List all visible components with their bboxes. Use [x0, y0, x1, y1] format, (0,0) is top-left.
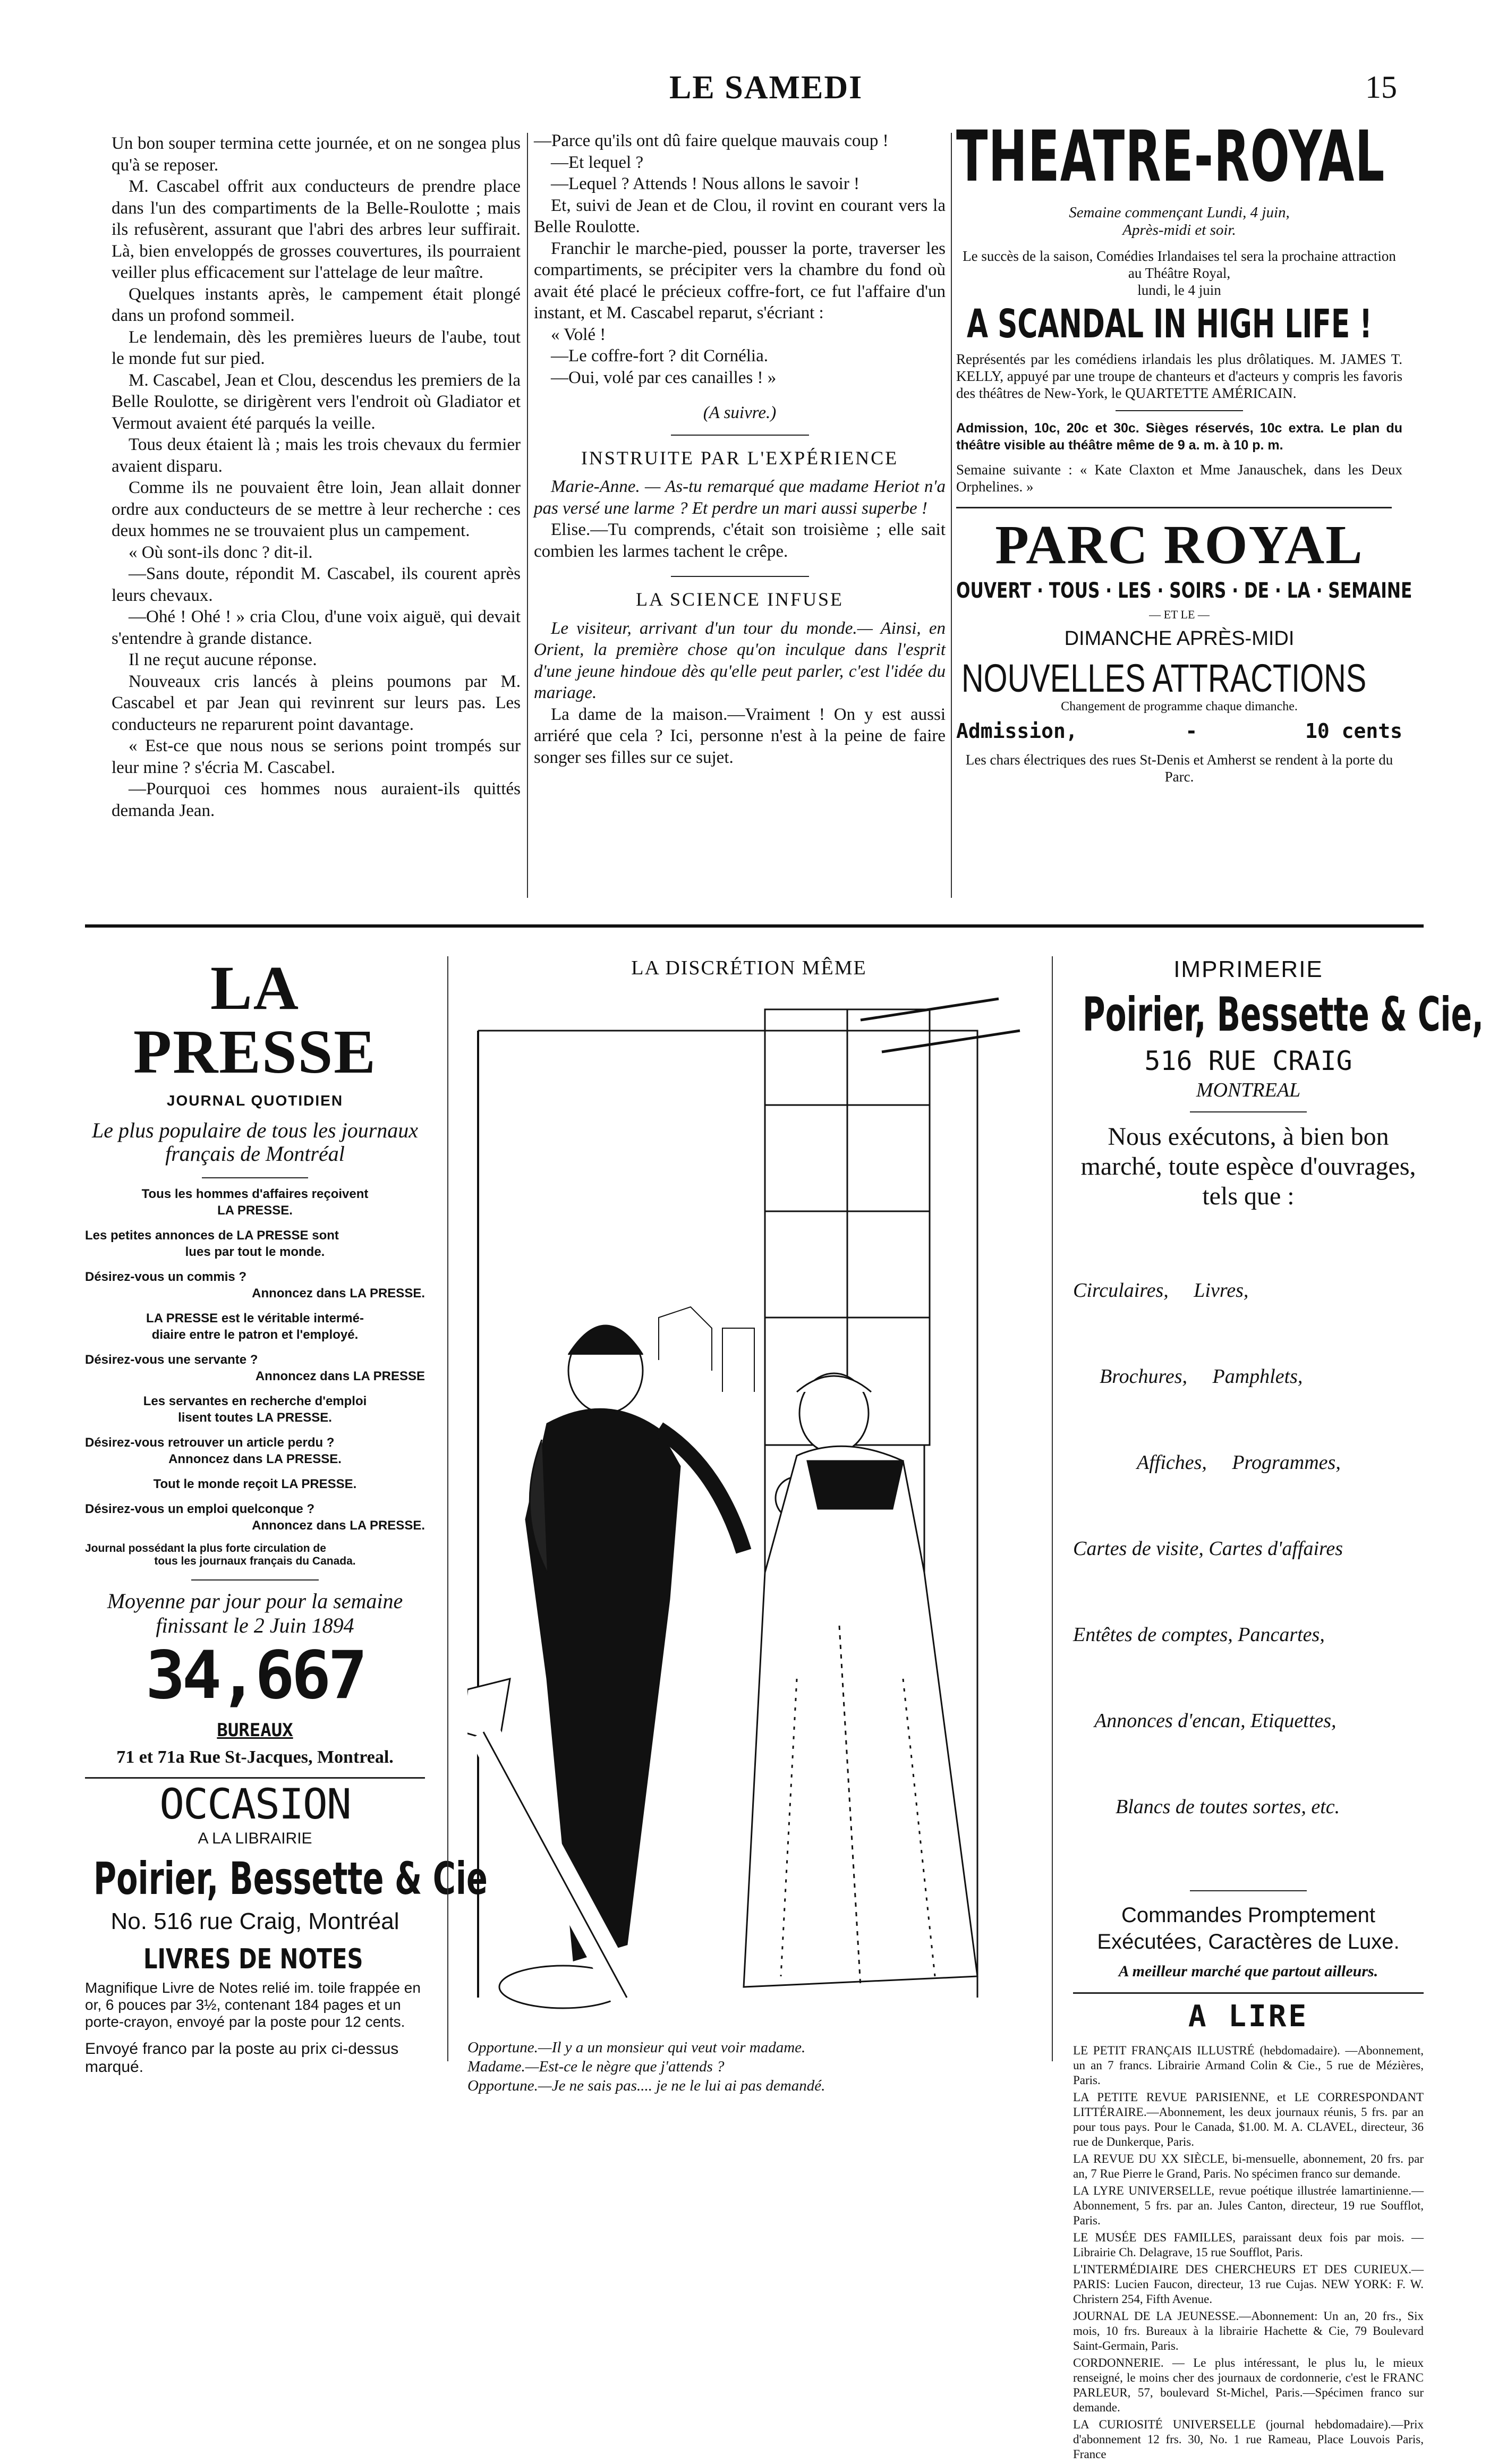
- story-paragraph: —Lequel ? Attends ! Nous allons le savoir !: [551, 174, 860, 193]
- presse-line-b: Annoncez dans LA PRESSE: [255, 1369, 425, 1383]
- presse-line-b: Annoncez dans LA PRESSE.: [252, 1518, 425, 1533]
- illustration: [467, 988, 1025, 2040]
- imprimerie-items: [1073, 1219, 1424, 1879]
- parc-open-hours: OUVERT · TOUS · LES · SOIRS · DE · LA · SEMAINE: [956, 579, 1412, 603]
- imprimerie-slogan: A meilleur marché que partout ailleurs.: [1118, 1962, 1378, 1980]
- joke-paragraph: Elise.—Tu comprends, c'était son troisième ; elle sait combien les larmes tachent le crêpe.: [534, 520, 946, 561]
- story-paragraph: —Et lequel ?: [551, 152, 644, 172]
- story-paragraph: —Parce qu'ils ont dû faire quelque mauvais coup !: [534, 131, 889, 150]
- story-paragraph: —Oui, volé par ces canailles ! »: [551, 368, 777, 387]
- story-paragraph: « Volé !: [551, 325, 606, 344]
- presse-line-a: LA PRESSE est le véritable intermé-: [146, 1311, 364, 1326]
- section-rule: [191, 1579, 319, 1581]
- illustration-title: LA DISCRÉTION MÊME: [631, 957, 867, 979]
- parc-admission-row: [956, 719, 1402, 743]
- story-paragraph: Un bon souper termina cette journée, et on ne songea plus qu'à se reposer.: [112, 134, 521, 175]
- story-column-1: [112, 133, 521, 821]
- presse-line-b: diaire entre le patron et l'employé.: [151, 1328, 359, 1342]
- story-paragraph: « Est-ce que nous nous se serions point trompés sur leur mine ? s'écria M. Cascabel.: [112, 736, 521, 777]
- story-paragraph: Tous deux étaient là ; mais les trois chevaux du fermier avaient disparu.: [112, 435, 521, 476]
- section-rule: [1190, 1890, 1307, 1891]
- alire-entry: LA LYRE UNIVERSELLE, revue poétique illustrée lamartinienne.—Abonnement, 5 frs. par an. Jules Canton, directeur, 19 rue Soufflot, Paris.: [1073, 2184, 1424, 2227]
- occasion-shipping: Envoyé franco par la poste au prix ci-dessus marqué.: [85, 2040, 399, 2076]
- imprimerie-item: Entêtes de comptes, Pancartes,: [1073, 1624, 1325, 1646]
- theatre-week-times: Après-midi et soir.: [1122, 222, 1236, 239]
- presse-offices-label: BUREAUX: [217, 1720, 293, 1741]
- presse-line-a: Les petites annonces de LA PRESSE sont: [85, 1228, 339, 1243]
- presse-line: [85, 1434, 425, 1467]
- parc-program-change: Changement de programme chaque dimanche.: [1061, 700, 1298, 713]
- parc-and-the: — ET LE —: [1149, 608, 1210, 621]
- theatre-week: Semaine commençant Lundi, 4 juin,: [1069, 204, 1290, 221]
- imprimerie-title: IMPRIMERIE: [1173, 956, 1323, 982]
- presse-line: [85, 1476, 425, 1492]
- presse-line: [85, 1393, 425, 1426]
- story-paragraph: Et, suivi de Jean et de Clou, il rovint en courant vers la Belle Roulotte.: [534, 196, 946, 236]
- presse-line-b: tous les journaux français du Canada.: [154, 1555, 356, 1567]
- alire-entry: LE MUSÉE DES FAMILLES, paraissant deux fois par mois. — Librairie Ch. Delagrave, 15 rue Soufflot, Paris.: [1073, 2231, 1424, 2259]
- occasion-description: Magnifique Livre de Notes relié im. toile frappée en or, 6 pouces par 3½, contenant 184 pages et un porte-crayon, envoyé par la poste pour 12 cents.: [85, 1979, 421, 2030]
- story-paragraph: Franchir le marche-pied, pousser la porte, traverser les compartiments, se précipiter vers la chambre du fond où avait été placé le précieux coffre-fort, ce fut l'affaire d'un instant, et M. Cascabel reparut, s'écriant :: [534, 239, 946, 322]
- imprimerie-item: Cartes de visite, Cartes d'affaires: [1073, 1537, 1343, 1560]
- presse-line-a: Journal possédant la plus forte circulation de: [85, 1542, 326, 1554]
- theatre-ad: [956, 116, 1412, 785]
- column-divider: [527, 133, 528, 898]
- parc-title: PARC ROYAL: [995, 514, 1364, 575]
- imprimerie-item: Blancs de toutes sortes, etc.: [1116, 1796, 1340, 1818]
- imprimerie-firm: Poirier, Bessette & Cie,: [1083, 987, 1484, 1042]
- presse-line-a: Désirez-vous un emploi quelconque ?: [85, 1502, 315, 1516]
- alire-list: [1073, 2043, 1424, 2462]
- imprimerie-street: 516 RUE CRAIG: [1144, 1046, 1352, 1076]
- presse-line-a: Désirez-vous retrouver un article perdu ?: [85, 1435, 335, 1450]
- alire-entry: LA PETITE REVUE PARISIENNE, et LE CORRESPONDANT LITTÉRAIRE.—Abonnement, les deux journaux réunis, 5 frs. par an pour tous pays. Pour le Canada, $1.00. M. A. CLAVEL, directeur, 36 rue de Dunkerque, Paris.: [1073, 2091, 1424, 2148]
- section-rule: [671, 435, 809, 436]
- story-paragraph: —Sans doute, répondit M. Cascabel, ils courent après leurs chevaux.: [112, 564, 521, 605]
- theatre-admission: Admission, 10c, 20c et 30c. Sièges réservés, 10c extra. Le plan du théâtre visible au théâtre même de 9 a. m. à 10 p. m.: [956, 421, 1402, 453]
- story-paragraph: Quelques instants après, le campement était plongé dans un profond sommeil.: [112, 284, 521, 325]
- parc-tram-note: Les chars électriques des rues St-Denis et Amherst se rendent à la porte du Parc.: [965, 752, 1393, 785]
- story-paragraph: Nouveaux cris lancés à pleins poumons par M. Cascabel et par Jean qui revinrent sur leurs pas. Les conducteurs ne reparurent point davantage.: [112, 672, 521, 734]
- imprimerie-ad: [1073, 956, 1484, 2464]
- joke-title: INSTRUITE PAR L'EXPÉRIENCE: [581, 447, 899, 469]
- story-paragraph: Il ne reçut aucune réponse.: [129, 650, 317, 669]
- joke-title: LA SCIENCE INFUSE: [635, 589, 844, 610]
- imprimerie-blurb: Nous exécutons, à bien bon marché, toute espèce d'ouvrages, tels que :: [1080, 1123, 1416, 1210]
- joke-paragraph: La dame de la maison.—Vraiment ! On y est aussi arriéré que cela ? Ici, personne n'est à la peine de faire songer ses filles sur ce sujet.: [534, 704, 946, 767]
- imprimerie-city: MONTREAL: [1196, 1079, 1301, 1101]
- alire-entry: LE PETIT FRANÇAIS ILLUSTRÉ (hebdomadaire). —Abonnement, un an 7 francs. Librairie Armand Colin & Cie., 5 rue de Mézières, Paris.: [1073, 2044, 1424, 2087]
- presse-lines: [85, 1186, 425, 1568]
- theatre-date: lundi, le 4 juin: [1137, 282, 1221, 298]
- presse-line-a: Désirez-vous une servante ?: [85, 1353, 258, 1367]
- presse-line: [85, 1186, 425, 1219]
- story-paragraph: —Le coffre-fort ? dit Cornélia.: [551, 346, 768, 366]
- section-rule: [1116, 410, 1243, 411]
- presse-line-b: Annoncez dans LA PRESSE.: [168, 1452, 342, 1466]
- occasion-notebooks: LIVRES DE NOTES: [143, 1943, 363, 1975]
- illustration-caption: [467, 2038, 1031, 2095]
- imprimerie-item: Annonces d'encan, Etiquettes,: [1094, 1710, 1337, 1732]
- joke-paragraph: Le visiteur, arrivant d'un tour du monde.— Ainsi, en Orient, la première chose qu'on inculque dans l'esprit d'une jeune hindoue dès qu'elle peut parler, c'est l'idée du mariage.: [534, 618, 946, 702]
- presse-line-a: Tous les hommes d'affaires reçoivent: [141, 1187, 369, 1201]
- theatre-intro: Le succès de la saison, Comédies Irlandaises tel sera la prochaine attraction au Théâtre Royal,: [963, 248, 1396, 281]
- to-be-continued: (A suivre.): [703, 403, 777, 422]
- presse-line: [85, 1501, 425, 1534]
- presse-line-b: lisent toutes LA PRESSE.: [178, 1411, 332, 1425]
- parc-admission-label: Admission,: [956, 719, 1078, 743]
- presse-circulation: 34,667: [146, 1637, 364, 1714]
- occasion-subtitle: A LA LIBRAIRIE: [198, 1830, 312, 1847]
- alire-entry: L'INTERMÉDIAIRE DES CHERCHEURS ET DES CURIEUX.—PARIS: Lucien Faucon, directeur, 13 rue Cujas. NEW YORK: F. W. Christern 254, Fifth Avenue.: [1073, 2263, 1424, 2306]
- section-rule: [202, 1177, 308, 1178]
- presse-line: [85, 1352, 425, 1384]
- alire-entry: CORDONNERIE. — Le plus intéressant, le plus lu, le mieux renseigné, le moins cher des journaux de cordonnerie, c'est le FRANC PARLEUR, 57, boulevard St-Michel, Paris.—Spécimen franco sur demande.: [1073, 2356, 1424, 2414]
- column-divider: [447, 956, 448, 2061]
- column-divider: [1052, 956, 1053, 2061]
- presse-line-a: Les servantes en recherche d'emploi: [143, 1394, 367, 1408]
- presse-address: 71 et 71a Rue St-Jacques, Montreal.: [116, 1747, 394, 1767]
- engraving-image: [467, 988, 1025, 2040]
- presse-line: [85, 1310, 425, 1343]
- presse-title: LA PRESSE: [133, 953, 377, 1086]
- alire-entry: LA REVUE DU XX SIÈCLE, bi-mensuelle, abonnement, 20 frs. par an, 7 Rue Pierre le Grand, Paris. No spécimen franco sur demande.: [1073, 2152, 1424, 2180]
- parc-admission-price: 10 cents: [1305, 719, 1402, 743]
- occasion-address: No. 516 rue Craig, Montréal: [110, 1908, 399, 1934]
- section-rule: [1190, 1111, 1307, 1112]
- column-divider: [951, 133, 952, 898]
- section-rule: [85, 1777, 425, 1779]
- story-paragraph: « Où sont-ils donc ? dit-il.: [129, 542, 313, 562]
- la-presse-ad: [85, 953, 488, 2076]
- presse-subtitle: JOURNAL QUOTIDIEN: [166, 1092, 344, 1109]
- alire-title: A LIRE: [1188, 1999, 1309, 2034]
- joke-paragraph: Marie-Anne. — As-tu remarqué que madame Heriot n'a pas versé une larme ? Et perdre un mari aussi superbe !: [534, 477, 946, 518]
- theatre-description: Représentés par les comédiens irlandais les plus drôlatiques. M. JAMES T. KELLY, appuyé par une troupe de chanteurs et d'acteurs y compris les favoris des théâtres de New-York, le QUARTETTE AMÉRICAIN.: [956, 351, 1402, 401]
- occasion-title: OCCASION: [159, 1781, 351, 1829]
- caption-line: Madame.—Est-ce le nègre que j'attends ?: [467, 2058, 725, 2075]
- story-paragraph: —Ohé ! Ohé ! » cria Clou, d'une voix aiguë, qui devait s'entendre à grande distance.: [112, 607, 521, 648]
- imprimerie-item: Affiches, Programmes,: [1137, 1451, 1341, 1474]
- story-paragraph: Comme ils ne pouvaient être loin, Jean allait donner ordre aux conducteurs de se mettre à leur recherche : ces deux hommes ne se trouvaient plus un campement.: [112, 478, 521, 540]
- play-title: A SCANDAL IN HIGH LIFE !: [967, 301, 1372, 347]
- caption-line: Opportune.—Je ne sais pas.... je ne le lui ai pas demandé.: [467, 2077, 825, 2094]
- presse-line-a: Désirez-vous un commis ?: [85, 1270, 247, 1284]
- imprimerie-item: Brochures, Pamphlets,: [1100, 1365, 1303, 1388]
- presse-line-a: Tout le monde reçoit LA PRESSE.: [153, 1477, 357, 1491]
- presse-line: [85, 1269, 425, 1302]
- caption-line: Opportune.—Il y a un monsieur qui veut voir madame.: [467, 2039, 806, 2056]
- page-number: 15: [1365, 70, 1397, 105]
- section-rule: [956, 507, 1392, 508]
- story-column-2: [534, 130, 946, 768]
- story-paragraph: M. Cascabel offrit aux conducteurs de prendre place dans l'un des compartiments de la Belle-Roulotte ; mais ils refusèrent, assurant que l'abri des arbres leur suffirait. Là, bien enveloppés de grosses couvertures, ils pourraient veiller plus efficacement sur l'attelage de leur maître.: [112, 177, 521, 282]
- theatre-next-week: Semaine suivante : « Kate Claxton et Mme Janauschek, dans les Deux Orphelines. »: [956, 462, 1402, 495]
- alire-entry: JOURNAL DE LA JEUNESSE.—Abonnement: Un an, 20 frs., Six mois, 10 frs. Bureaux à la librairie Hachette & Cie, 79 Boulevard Saint-Germain, Paris.: [1073, 2309, 1424, 2352]
- page-divider: [85, 924, 1424, 928]
- presse-tagline: Le plus populaire de tous les journaux français de Montréal: [91, 1118, 419, 1166]
- section-rule: [671, 576, 809, 577]
- story-paragraph: M. Cascabel, Jean et Clou, descendus les premiers de la Belle Roulotte, se dirigèrent vers l'endroit où Gladiator et Vermout avaient été parqués la veille.: [112, 370, 521, 433]
- section-rule: [1073, 1992, 1424, 1994]
- imprimerie-orders: Commandes Promptement Exécutées, Caractères de Luxe.: [1097, 1904, 1400, 1953]
- presse-line-b: Annoncez dans LA PRESSE.: [252, 1286, 425, 1301]
- story-paragraph: —Pourquoi ces hommes nous auraient-ils quittés demanda Jean.: [112, 779, 521, 820]
- presse-line-b: LA PRESSE.: [217, 1203, 293, 1218]
- page-header: [0, 48, 1498, 106]
- imprimerie-item: Circulaires, Livres,: [1073, 1279, 1249, 1302]
- theatre-title: THEATRE-ROYAL: [956, 116, 1385, 198]
- parc-admission-dash: -: [1185, 719, 1198, 743]
- story-paragraph: Le lendemain, dès les premières lueurs de l'aube, tout le monde fut sur pied.: [112, 327, 521, 368]
- presse-line-b: lues par tout le monde.: [185, 1245, 325, 1259]
- occasion-firm: Poirier, Bessette & Cie: [93, 1853, 488, 1905]
- paper-title: LE SAMEDI: [669, 70, 863, 106]
- presse-average-note: Moyenne par jour pour la semaine finissant le 2 Juin 1894: [107, 1589, 403, 1637]
- presse-line: [85, 1542, 425, 1568]
- parc-attractions: NOUVELLES ATTRACTIONS: [961, 656, 1367, 700]
- presse-line: [85, 1227, 425, 1260]
- alire-entry: LA CURIOSITÉ UNIVERSELLE (journal hebdomadaire).—Prix d'abonnement 12 frs. 30, No. 1 rue Rameau, Place Louvois Paris, France: [1073, 2418, 1424, 2461]
- parc-sunday: DIMANCHE APRÈS-MIDI: [1064, 627, 1295, 650]
